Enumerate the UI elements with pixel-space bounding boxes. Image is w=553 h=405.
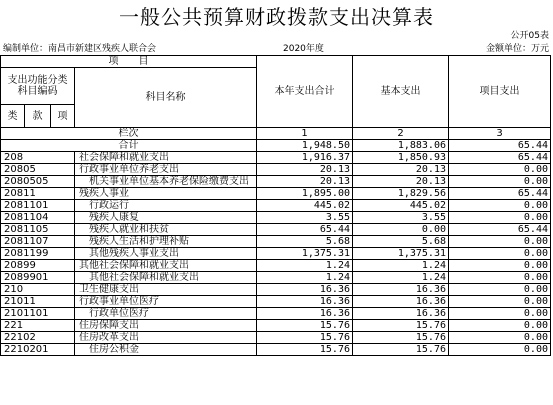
table-row [1,164,551,176]
row-name: 残疾人康复 [75,212,257,224]
compiling-unit: 编制单位：南昌市新建区残疾人联合会 [3,44,157,54]
row-name: 行政事业单位医疗 [75,296,257,308]
name-column-header: 科目名称 [75,68,257,128]
row-name: 社会保障和就业支出 [75,152,257,164]
row-code: 221 [1,320,75,332]
row-project: 0.00 [449,296,551,308]
row-total: 15.76 [257,344,353,356]
row-name: 其他社会保障和就业支出 [75,260,257,272]
row-total: 445.02 [257,200,353,212]
row-basic: 0.00 [353,224,449,236]
table-row [1,284,551,296]
row-project: 0.00 [449,320,551,332]
row-basic: 1.24 [353,260,449,272]
amount-unit: 金额单位：万元 [485,44,549,54]
row-name: 卫生健康支出 [75,284,257,296]
lanci-label: 栏次 [1,128,257,140]
row-basic: 16.36 [353,284,449,296]
row-code: 21011 [1,296,75,308]
row-name: 机关事业单位基本养老保险缴费支出 [75,176,257,188]
row-total: 1,895.00 [257,188,353,200]
row-name: 残疾人事业 [75,188,257,200]
row-code: 2210201 [1,344,75,356]
table-row [1,332,551,344]
total-basic: 1,883.06 [353,140,449,152]
table-row [1,272,551,284]
total-project: 65.44 [449,140,551,152]
project-column-header: 项目支出 [449,56,551,128]
row-name: 残疾人生活和护理补贴 [75,236,257,248]
table-row [1,320,551,332]
row-code: 2089901 [1,272,75,284]
row-code: 20811 [1,188,75,200]
row-project: 0.00 [449,308,551,320]
row-project: 65.44 [449,188,551,200]
row-project: 65.44 [449,152,551,164]
table-row [1,224,551,236]
col-index-3: 3 [449,128,551,140]
code-group-header: 支出功能分类 科目编码 [1,68,75,105]
table-row [1,188,551,200]
row-code: 20899 [1,260,75,272]
row-basic: 5.68 [353,236,449,248]
row-project: 0.00 [449,284,551,296]
row-total: 15.76 [257,332,353,344]
row-basic: 445.02 [353,200,449,212]
row-code: 210 [1,284,75,296]
row-name: 行政事业单位养老支出 [75,164,257,176]
row-total: 1.24 [257,260,353,272]
row-basic: 16.36 [353,308,449,320]
form-number: 公开05表 [510,31,549,41]
table-row [1,296,551,308]
table-row [1,200,551,212]
row-project: 0.00 [449,236,551,248]
row-total: 15.76 [257,320,353,332]
row-project: 0.00 [449,332,551,344]
row-basic: 20.13 [353,176,449,188]
total-amount: 1,948.50 [257,140,353,152]
report-meta [0,43,553,55]
table-row [1,248,551,260]
row-code: 2080505 [1,176,75,188]
basic-column-header: 基本支出 [353,56,449,128]
row-basic: 20.13 [353,164,449,176]
row-project: 0.00 [449,200,551,212]
item-group-header: 项 目 [1,56,257,68]
total-label: 合计 [1,140,257,152]
total-column-header: 本年支出合计 [257,56,353,128]
expenditure-table [0,55,551,356]
row-name: 残疾人就业和扶贫 [75,224,257,236]
row-name: 住房保障支出 [75,320,257,332]
row-basic: 1,829.56 [353,188,449,200]
fiscal-year: 2020年度 [283,44,324,54]
row-project: 0.00 [449,248,551,260]
row-name: 住房公积金 [75,344,257,356]
row-code: 2081105 [1,224,75,236]
row-total: 1,916.37 [257,152,353,164]
row-total: 1.24 [257,272,353,284]
xiang-header: 项 [51,105,75,128]
row-code: 20805 [1,164,75,176]
row-total: 20.13 [257,164,353,176]
row-name: 住房改革支出 [75,332,257,344]
table-row [1,344,551,356]
row-project: 0.00 [449,212,551,224]
row-name: 其他社会保障和就业支出 [75,272,257,284]
table-row [1,236,551,248]
row-total: 20.13 [257,176,353,188]
row-project: 0.00 [449,164,551,176]
row-basic: 1.24 [353,272,449,284]
row-project: 65.44 [449,224,551,236]
row-basic: 15.76 [353,332,449,344]
lei-header: 类 [1,105,25,128]
row-total: 65.44 [257,224,353,236]
row-total: 16.36 [257,296,353,308]
row-project: 0.00 [449,176,551,188]
row-basic: 16.36 [353,296,449,308]
row-code: 208 [1,152,75,164]
table-row [1,308,551,320]
row-total: 16.36 [257,308,353,320]
total-row [1,140,551,152]
row-name: 行政运行 [75,200,257,212]
table-row [1,260,551,272]
row-total: 3.55 [257,212,353,224]
row-code: 2081104 [1,212,75,224]
row-total: 16.36 [257,284,353,296]
col-index-2: 2 [353,128,449,140]
row-basic: 1,375.31 [353,248,449,260]
row-basic: 3.55 [353,212,449,224]
kuan-header: 款 [25,105,51,128]
row-total: 1,375.31 [257,248,353,260]
row-code: 2081199 [1,248,75,260]
row-code: 2101101 [1,308,75,320]
row-name: 行政单位医疗 [75,308,257,320]
table-row [1,212,551,224]
row-code: 2081101 [1,200,75,212]
row-project: 0.00 [449,344,551,356]
row-project: 0.00 [449,260,551,272]
row-project: 0.00 [449,272,551,284]
row-code: 22102 [1,332,75,344]
table-row [1,152,551,164]
table-row [1,176,551,188]
col-index-1: 1 [257,128,353,140]
row-total: 5.68 [257,236,353,248]
row-code: 2081107 [1,236,75,248]
row-name: 其他残疾人事业支出 [75,248,257,260]
row-basic: 15.76 [353,344,449,356]
row-basic: 1,850.93 [353,152,449,164]
row-basic: 15.76 [353,320,449,332]
report-title: 一般公共预算财政拨款支出决算表 [119,5,434,29]
